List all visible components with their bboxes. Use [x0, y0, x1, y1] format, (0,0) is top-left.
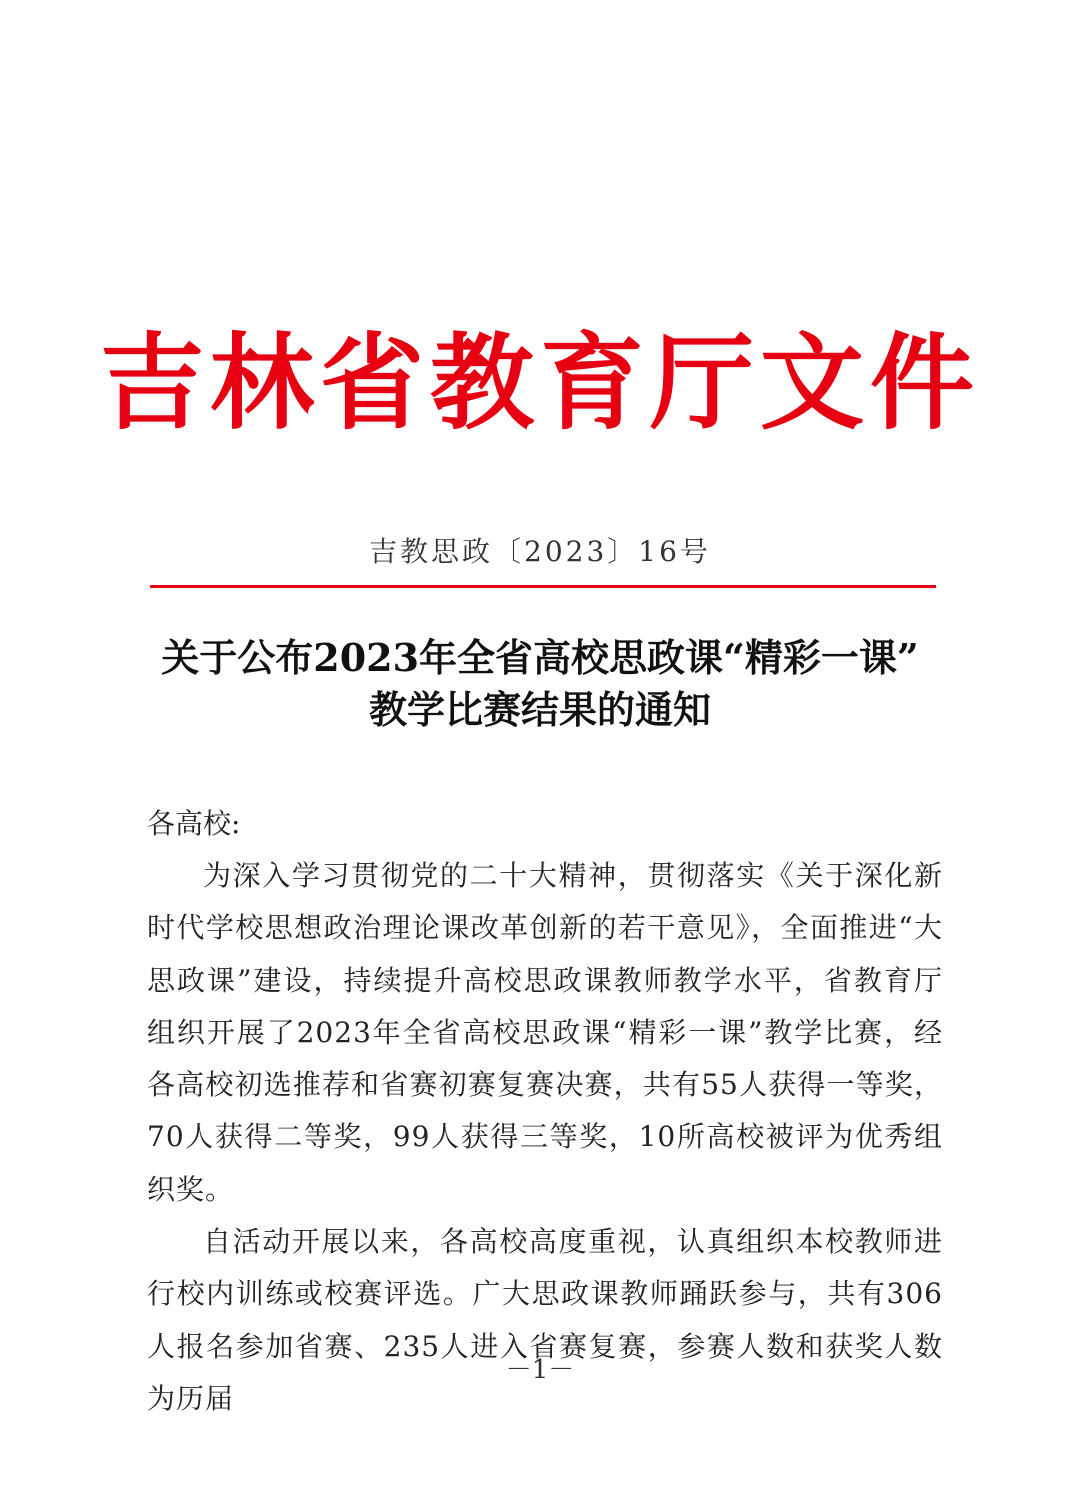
salutation: 各高校: — [147, 807, 241, 840]
document-body — [147, 850, 943, 1425]
red-divider-line — [150, 585, 936, 588]
body-paragraph-1: 为深入学习贯彻党的二十大精神，贯彻落实《关于深化新时代学校思想政治理论课改革创新的若干意见》，全面推进“大思政课”建设，持续提升高校思政课教师教学水平，省教育厅组织开展了2023年全省高校思政课“精彩一课”教学比赛，经各高校初选推荐和省赛初赛复赛决赛，共有55人获得一等奖，70人获得二等奖，99人获得三等奖，10所高校被评为优秀组织奖。 — [147, 859, 943, 1206]
body-paragraph-2: 自活动开展以来，各高校高度重视，认真组织本校教师进行校内训练或校赛评选。广大思政课教师踊跃参与，共有306人报名参加省赛、235人进入省赛复赛，参赛人数和获奖人数为历届 — [147, 1225, 943, 1415]
page-number: －1－ — [505, 1355, 575, 1385]
issuer-header-title: 吉林省教育厅文件 — [99, 321, 980, 444]
document-number: 吉教思政〔2023〕16号 — [369, 535, 711, 568]
document-title — [100, 632, 980, 736]
document-title-line-2: 教学比赛结果的通知 — [368, 687, 711, 732]
document-title-line-1: 关于公布2023年全省高校思政课“精彩一课” — [161, 635, 919, 680]
